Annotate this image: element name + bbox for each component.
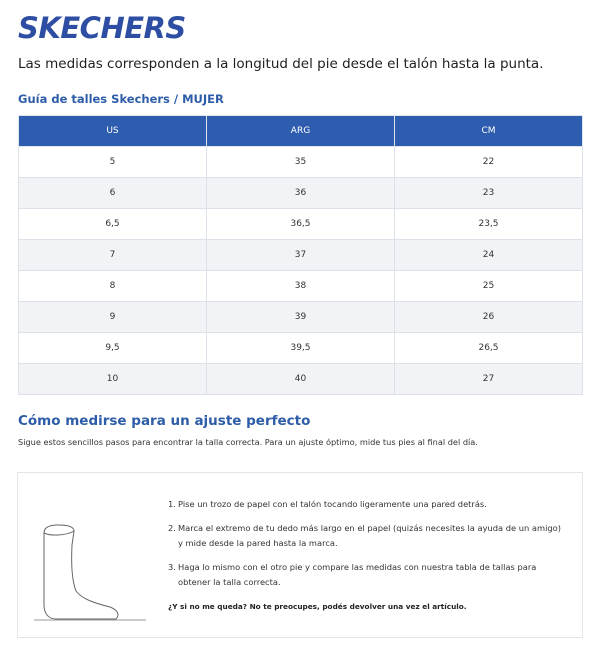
step-text: Pise un trozo de papel con el talón tocando ligeramente una pared detrás. [178,499,487,509]
measure-section-title: Cómo medirse para un ajuste perfecto [18,413,311,429]
table-header-row [19,116,583,147]
cell-arg: 35 [207,147,395,178]
table-row [19,178,583,209]
cell-arg: 40 [207,364,395,395]
table-row [19,364,583,395]
cell-arg: 39 [207,302,395,333]
measure-steps-list [168,497,568,614]
cell-cm: 22 [395,147,583,178]
cell-us: 6,5 [19,209,207,240]
foot-measure-illustration [28,493,158,623]
cell-arg: 39,5 [207,333,395,364]
cell-us: 6 [19,178,207,209]
cell-cm: 26,5 [395,333,583,364]
cell-cm: 23 [395,178,583,209]
size-guide-title: Guía de talles Skechers / MUJER [18,92,224,106]
measure-instructions-panel [17,472,583,638]
table-row [19,333,583,364]
table-row [19,302,583,333]
skechers-logo [18,12,238,42]
list-item [168,497,568,512]
intro-text: Las medidas corresponden a la longitud del pie desde el talón hasta la punta. [18,56,544,72]
return-note: ¿Y si no me queda? No te preocupes, podés devolver una vez el artículo. [168,602,467,611]
step-number: 3. [168,562,176,572]
table-row [19,271,583,302]
cell-cm: 23,5 [395,209,583,240]
cell-us: 10 [19,364,207,395]
column-header-arg: ARG [207,116,395,147]
list-item [168,521,568,551]
cell-arg: 36 [207,178,395,209]
table-row [19,240,583,271]
cell-us: 8 [19,271,207,302]
cell-cm: 26 [395,302,583,333]
cell-cm: 24 [395,240,583,271]
step-number: 2. [168,523,176,533]
step-text: Marca el extremo de tu dedo más largo en el papel (quizás necesites la ayuda de un amigo) y mide desde la pared hasta la marca. [178,523,561,548]
logo-wordmark: SKECHERS [18,12,186,42]
cell-arg: 38 [207,271,395,302]
cell-us: 7 [19,240,207,271]
table-row [19,147,583,178]
step-number: 1. [168,499,176,509]
cell-arg: 36,5 [207,209,395,240]
column-header-us: US [19,116,207,147]
cell-cm: 27 [395,364,583,395]
cell-us: 5 [19,147,207,178]
step-text: Haga lo mismo con el otro pie y compare las medidas con nuestra tabla de tallas para obtener la talla correcta. [178,562,537,587]
column-header-cm: CM [395,116,583,147]
cell-arg: 37 [207,240,395,271]
measure-section-subtitle: Sigue estos sencillos pasos para encontrar la talla correcta. Para un ajuste óptimo, mide tus pies al final del día. [18,437,478,447]
cell-cm: 25 [395,271,583,302]
cell-us: 9,5 [19,333,207,364]
size-table [18,115,583,395]
cell-us: 9 [19,302,207,333]
table-row [19,209,583,240]
list-item [168,560,568,590]
